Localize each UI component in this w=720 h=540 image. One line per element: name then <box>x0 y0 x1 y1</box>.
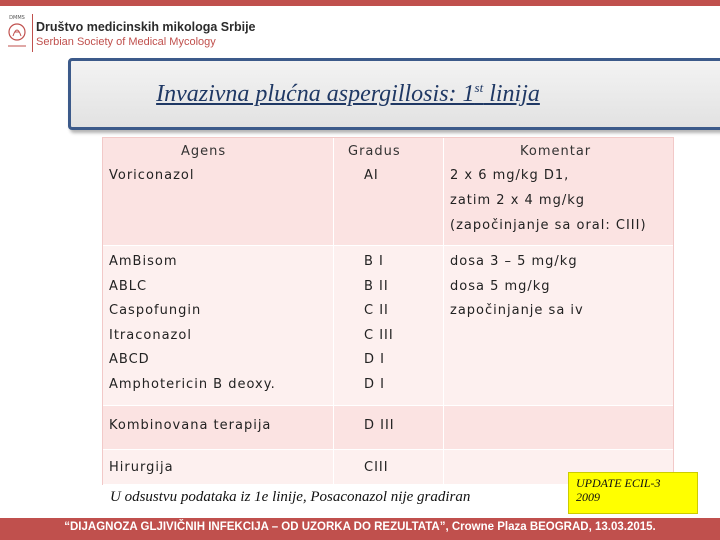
update-badge-text <box>576 476 696 504</box>
agens-cell: Kombinovana terapija <box>109 418 272 433</box>
agens-cell: Hirurgija <box>109 460 174 475</box>
gradus-cell: B II <box>364 278 389 294</box>
gradus-cell: CIII <box>364 460 389 475</box>
dmms-logo-icon <box>4 12 30 52</box>
agens-cell: AmBisom <box>109 254 178 269</box>
agens-cell: ABCD <box>109 352 150 367</box>
komentar-line: dosa 5 mg/kg <box>450 278 551 294</box>
table-cell <box>443 246 673 405</box>
komentar-line: zatim 2 x 4 mg/kg <box>450 193 586 208</box>
table-row <box>103 406 673 450</box>
table-cell <box>103 406 333 449</box>
agens-cell: Itraconazol <box>109 327 192 343</box>
komentar-line: (započinjanje sa oral: CIII) <box>450 218 647 233</box>
gradus-cell: D I <box>364 376 385 392</box>
update-badge-line: 2009 <box>576 490 600 504</box>
komentar-line: dosa 3 – 5 mg/kg <box>450 254 578 269</box>
footer-text: “DIJAGNOZA GLJIVIČNIH INFEKCIJA – OD UZORKA DO REZULTATA”, Crowne Plaza BEOGRAD, 13.03.2015. <box>64 521 656 533</box>
table-cell <box>333 406 443 449</box>
agens-cell: ABLC <box>109 278 148 294</box>
gradus-cell: AI <box>364 168 379 183</box>
agens-cell: Voriconazol <box>109 168 195 183</box>
header-agens: Agens <box>181 144 227 159</box>
table-cell <box>443 138 673 245</box>
gradus-cell: D III <box>364 418 395 433</box>
table-cell <box>103 246 333 405</box>
table-cell <box>103 450 333 484</box>
treatment-table <box>102 137 674 485</box>
gradus-cell: C II <box>364 303 389 318</box>
table-cell <box>103 138 333 245</box>
footnote: U odsustvu podataka iz 1e linije, Posaconazol nije gradiran <box>110 489 471 505</box>
table-cell <box>443 406 673 449</box>
table-cell <box>333 246 443 405</box>
table-cell <box>333 450 443 484</box>
table-row <box>103 246 673 406</box>
header-gradus: Gradus <box>348 144 401 159</box>
table-row <box>103 138 673 246</box>
header-divider <box>32 14 33 52</box>
gradus-cell: D I <box>364 352 385 367</box>
slide-title: Invazivna plućna aspergillosis: 1st linija <box>156 80 540 107</box>
agens-cell: Caspofungin <box>109 303 202 318</box>
gradus-cell: B I <box>364 254 384 269</box>
top-accent-bar <box>0 0 720 6</box>
komentar-line: 2 x 6 mg/kg D1, <box>450 168 570 183</box>
org-name: Društvo medicinskih mikologa Srbije <box>36 20 256 34</box>
agens-cell: Amphotericin B deoxy. <box>109 376 276 392</box>
gradus-cell: C III <box>364 327 394 343</box>
org-subtitle: Serbian Society of Medical Mycology <box>36 36 216 48</box>
svg-text:DMMS: DMMS <box>9 15 25 21</box>
header-komentar: Komentar <box>520 144 592 159</box>
table-cell <box>333 138 443 245</box>
komentar-line: započinjanje sa iv <box>450 303 584 318</box>
update-badge-line: UPDATE ECIL-3 <box>576 476 661 490</box>
